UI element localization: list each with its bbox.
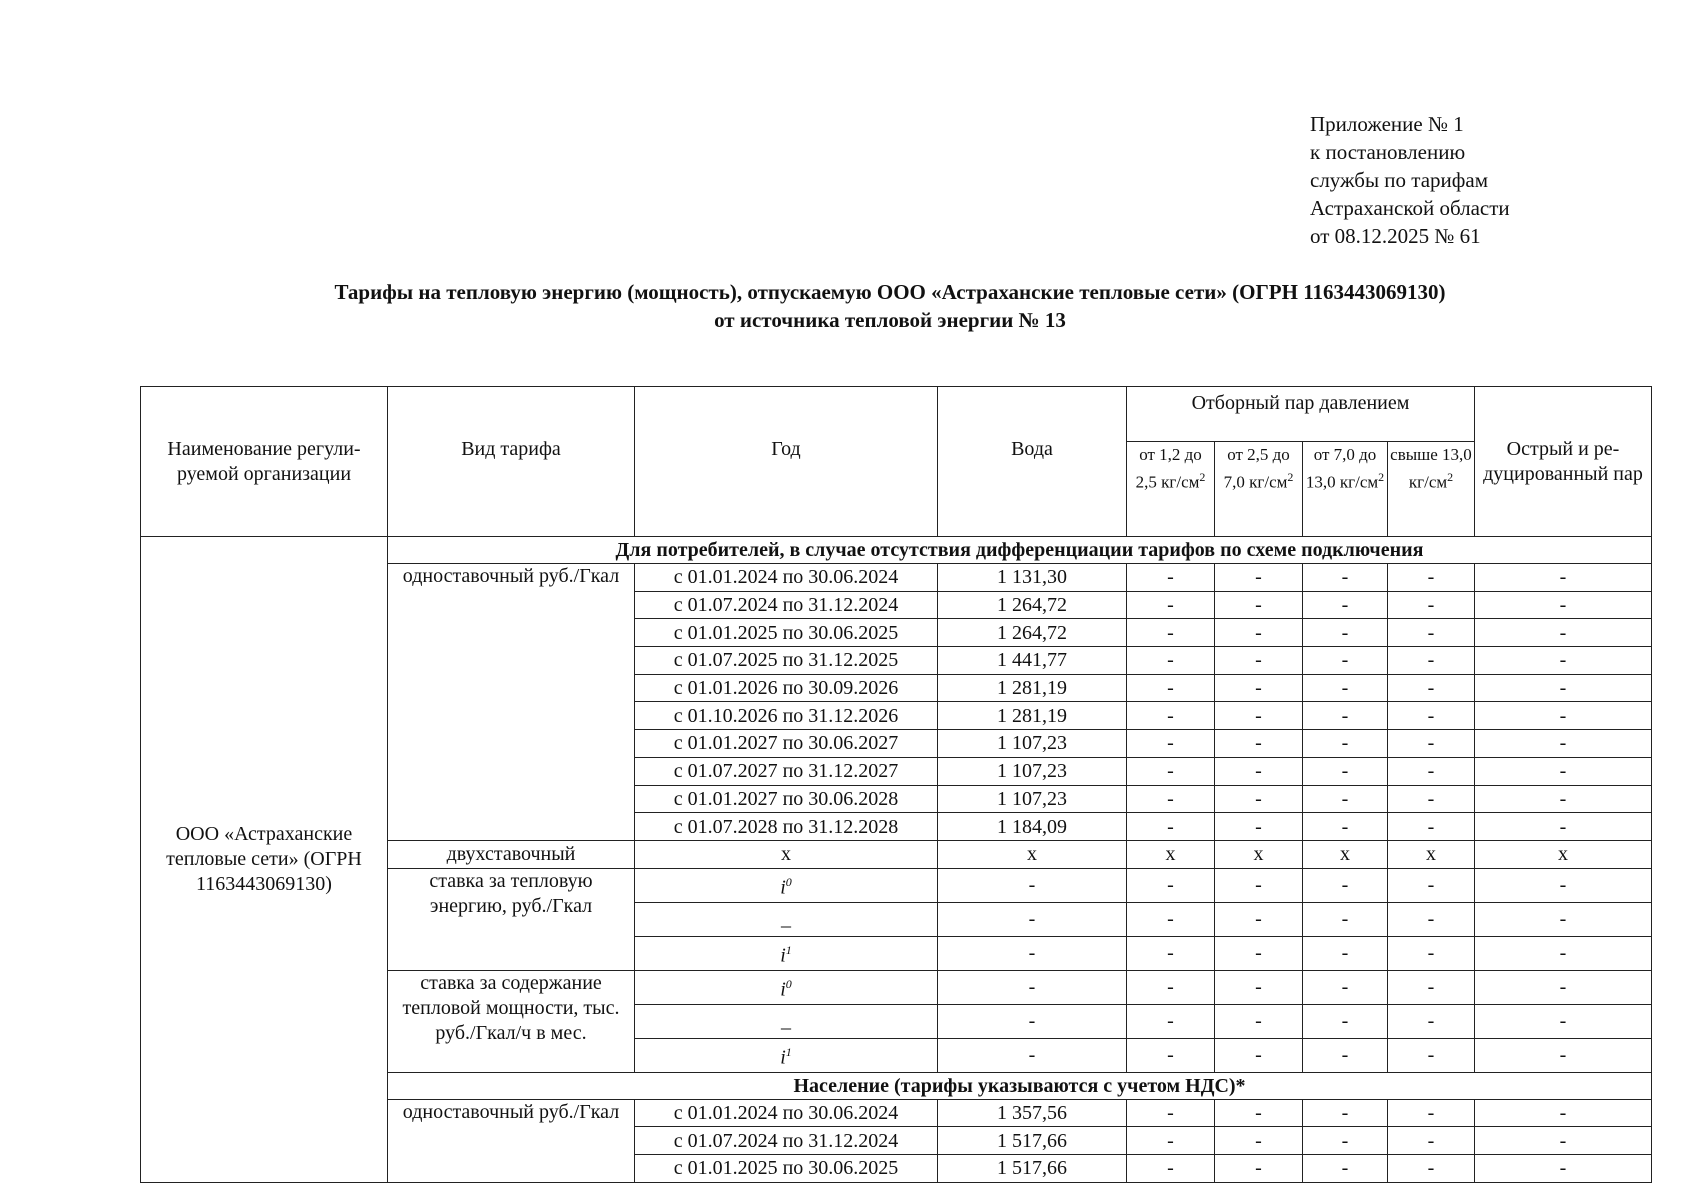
water-value-cell: 1 184,09 xyxy=(938,813,1127,841)
water-value-cell: 1 264,72 xyxy=(938,619,1127,647)
value-cell: - xyxy=(1388,868,1475,902)
header-steam-3: от 7,0 до 13,0 $кг/см^2$ xyxy=(1303,442,1388,537)
header-tariff-type: Вид тарифа xyxy=(388,387,635,537)
value-cell: - xyxy=(1127,970,1215,1004)
value-cell: x xyxy=(1215,840,1303,868)
value-cell: - xyxy=(1127,730,1215,758)
value-cell: - xyxy=(1303,1154,1388,1182)
value-cell: - xyxy=(1127,813,1215,841)
value-cell: - xyxy=(1475,1154,1652,1182)
value-cell: x xyxy=(938,840,1127,868)
tariff-table xyxy=(140,386,1652,1183)
value-cell: - xyxy=(1127,1154,1215,1182)
title-line-1: Тарифы на тепловую энергию (мощность), отпускаемую ООО «Астраханские тепловые сети» (ОГРН 1163443069130) xyxy=(334,280,1446,304)
value-cell: - xyxy=(1127,868,1215,902)
value-cell: - xyxy=(1215,785,1303,813)
value-cell: - xyxy=(1388,647,1475,675)
value-cell: - xyxy=(1303,591,1388,619)
value-cell: - xyxy=(1475,813,1652,841)
value-cell: - xyxy=(1127,902,1215,936)
value-cell: - xyxy=(1303,868,1388,902)
value-cell: - xyxy=(1127,564,1215,592)
water-value-cell: 1 281,19 xyxy=(938,702,1127,730)
value-cell: - xyxy=(1388,1154,1475,1182)
value-cell: - xyxy=(1475,730,1652,758)
value-cell: - xyxy=(1303,674,1388,702)
value-cell: - xyxy=(1388,564,1475,592)
value-cell: - xyxy=(1475,1038,1652,1072)
tariff-type-heat-rate: ставка за тепловую энергию, руб./Гкал xyxy=(388,868,635,970)
value-cell: - xyxy=(1475,902,1652,936)
symbol-letter: i xyxy=(780,876,786,899)
value-cell: - xyxy=(938,936,1127,970)
value-cell: - xyxy=(1127,619,1215,647)
value-cell: - xyxy=(1475,619,1652,647)
value-cell: - xyxy=(1303,1099,1388,1127)
value-cell: - xyxy=(1127,1099,1215,1127)
water-value-cell: 1 107,23 xyxy=(938,785,1127,813)
value-cell: - xyxy=(1215,730,1303,758)
value-cell: - xyxy=(1127,591,1215,619)
value-cell: - xyxy=(1127,936,1215,970)
value-cell: - xyxy=(1303,619,1388,647)
year-cell: с 01.10.2026 по 31.12.2026 xyxy=(635,702,938,730)
water-value-cell: 1 357,56 xyxy=(938,1099,1127,1127)
symbol-cell: _ xyxy=(635,902,938,936)
value-cell: - xyxy=(1215,702,1303,730)
value-cell: - xyxy=(1215,1154,1303,1182)
value-cell: - xyxy=(1303,902,1388,936)
symbol-index: 1 xyxy=(785,943,792,958)
year-cell: с 01.01.2027 по 30.06.2028 xyxy=(635,785,938,813)
value-cell: - xyxy=(1475,1099,1652,1127)
value-cell: - xyxy=(1303,647,1388,675)
appendix-line: службы по тарифам xyxy=(1310,168,1488,192)
value-cell: - xyxy=(1127,1004,1215,1038)
value-cell: - xyxy=(1475,757,1652,785)
value-cell: - xyxy=(1475,936,1652,970)
water-value-cell: 1 107,23 xyxy=(938,730,1127,758)
value-cell: - xyxy=(1303,813,1388,841)
symbol-letter: i xyxy=(780,944,786,967)
water-value-cell: 1 281,19 xyxy=(938,674,1127,702)
value-cell: - xyxy=(1475,1127,1652,1155)
value-cell: - xyxy=(1388,1099,1475,1127)
value-cell: - xyxy=(1215,619,1303,647)
value-cell: - xyxy=(1303,757,1388,785)
symbol-cell xyxy=(635,936,938,970)
value-cell: - xyxy=(1127,674,1215,702)
header-steam-group: Отборный пар давлением xyxy=(1127,387,1475,442)
value-cell: - xyxy=(1215,936,1303,970)
value-cell: - xyxy=(1215,1004,1303,1038)
document-title xyxy=(140,278,1640,334)
section-title: Население (тарифы указываются с учетом НДС)* xyxy=(388,1072,1652,1099)
tariff-type-one-rate-population: одноставочный руб./Гкал xyxy=(388,1099,635,1182)
value-cell: - xyxy=(1215,591,1303,619)
value-cell: - xyxy=(1215,1038,1303,1072)
year-cell: с 01.07.2028 по 31.12.2028 xyxy=(635,813,938,841)
value-cell: - xyxy=(1127,1127,1215,1155)
value-cell: - xyxy=(1475,970,1652,1004)
value-cell: - xyxy=(1475,647,1652,675)
value-cell: - xyxy=(1127,757,1215,785)
value-cell: x xyxy=(1475,840,1652,868)
water-value-cell: 1 441,77 xyxy=(938,647,1127,675)
value-cell: - xyxy=(1475,564,1652,592)
water-value-cell: 1 107,23 xyxy=(938,757,1127,785)
value-cell: - xyxy=(1215,757,1303,785)
year-cell: с 01.01.2025 по 30.06.2025 xyxy=(635,619,938,647)
appendix-line: к постановлению xyxy=(1310,140,1466,164)
year-cell: с 01.07.2025 по 31.12.2025 xyxy=(635,647,938,675)
value-cell: - xyxy=(1303,1004,1388,1038)
water-value-cell: 1 517,66 xyxy=(938,1127,1127,1155)
value-cell: - xyxy=(1388,936,1475,970)
water-value-cell: 1 517,66 xyxy=(938,1154,1127,1182)
value-cell: x xyxy=(635,840,938,868)
value-cell: - xyxy=(1215,902,1303,936)
header-water: Вода xyxy=(938,387,1127,537)
value-cell: - xyxy=(1388,702,1475,730)
value-cell: - xyxy=(1388,730,1475,758)
year-cell: с 01.07.2024 по 31.12.2024 xyxy=(635,1127,938,1155)
value-cell: - xyxy=(1388,619,1475,647)
symbol-cell xyxy=(635,1038,938,1072)
value-cell: - xyxy=(938,868,1127,902)
value-cell: - xyxy=(1303,702,1388,730)
water-value-cell: 1 131,30 xyxy=(938,564,1127,592)
tariff-type-two-rate: двухставочный xyxy=(388,840,635,868)
symbol-index: 0 xyxy=(785,875,792,890)
value-cell: - xyxy=(1215,868,1303,902)
title-line-2: от источника тепловой энергии № 13 xyxy=(714,308,1066,332)
value-cell: - xyxy=(1215,1099,1303,1127)
year-cell: с 01.01.2026 по 30.09.2026 xyxy=(635,674,938,702)
value-cell: - xyxy=(1475,785,1652,813)
appendix-line: Астраханской области xyxy=(1310,196,1510,220)
header-sharp-steam: Острый и ре-дуцированный пар xyxy=(1475,387,1652,537)
value-cell: - xyxy=(1127,647,1215,675)
value-cell: - xyxy=(1475,591,1652,619)
appendix-line: Приложение № 1 xyxy=(1310,112,1464,136)
year-cell: с 01.07.2027 по 31.12.2027 xyxy=(635,757,938,785)
value-cell: x xyxy=(1388,840,1475,868)
header-year: Год xyxy=(635,387,938,537)
symbol-cell xyxy=(635,970,938,1004)
value-cell: - xyxy=(1475,702,1652,730)
value-cell: - xyxy=(1303,1127,1388,1155)
header-steam-4: свыше 13,0 $кг/см^2$ xyxy=(1388,442,1475,537)
value-cell: - xyxy=(1388,1004,1475,1038)
symbol-cell: _ xyxy=(635,1004,938,1038)
value-cell: - xyxy=(1388,902,1475,936)
value-cell: - xyxy=(1215,970,1303,1004)
value-cell: - xyxy=(938,1038,1127,1072)
header-steam-1: от 1,2 до 2,5 $кг/см^2$ xyxy=(1127,442,1215,537)
value-cell: - xyxy=(1127,1038,1215,1072)
org-name-cell: ООО «Астраханские тепловые сети» (ОГРН 1163443069130) xyxy=(141,537,388,1183)
value-cell: - xyxy=(1215,1127,1303,1155)
value-cell: x xyxy=(1127,840,1215,868)
value-cell: - xyxy=(1475,674,1652,702)
section-title: Для потребителей, в случае отсутствия дифференциации тарифов по схеме подключения xyxy=(388,537,1652,564)
value-cell: - xyxy=(1127,702,1215,730)
value-cell: - xyxy=(1388,970,1475,1004)
value-cell: - xyxy=(1303,936,1388,970)
symbol-index: 1 xyxy=(785,1045,792,1060)
year-cell: с 01.01.2024 по 30.06.2024 xyxy=(635,1099,938,1127)
value-cell: - xyxy=(1388,757,1475,785)
value-cell: - xyxy=(1388,1038,1475,1072)
value-cell: - xyxy=(1303,1038,1388,1072)
year-cell: с 01.07.2024 по 31.12.2024 xyxy=(635,591,938,619)
value-cell: - xyxy=(1215,674,1303,702)
value-cell: - xyxy=(1215,647,1303,675)
tariff-type-capacity-rate: ставка за содержание тепловой мощности, тыс. руб./Гкал/ч в мес. xyxy=(388,970,635,1072)
value-cell: - xyxy=(1303,970,1388,1004)
value-cell: - xyxy=(1388,674,1475,702)
appendix-block xyxy=(1310,110,1510,250)
symbol-cell xyxy=(635,868,938,902)
value-cell: - xyxy=(938,902,1127,936)
value-cell: - xyxy=(1215,564,1303,592)
value-cell: - xyxy=(938,1004,1127,1038)
symbol-index: 0 xyxy=(785,977,792,992)
header-steam-2: от 2,5 до 7,0 $кг/см^2$ xyxy=(1215,442,1303,537)
value-cell: - xyxy=(1475,868,1652,902)
year-cell: с 01.01.2025 по 30.06.2025 xyxy=(635,1154,938,1182)
value-cell: - xyxy=(1388,785,1475,813)
value-cell: - xyxy=(1388,1127,1475,1155)
value-cell: - xyxy=(1388,813,1475,841)
value-cell: - xyxy=(1215,813,1303,841)
value-cell: - xyxy=(1303,785,1388,813)
symbol-letter: i xyxy=(780,1046,786,1069)
year-cell: с 01.01.2024 по 30.06.2024 xyxy=(635,564,938,592)
year-cell: с 01.01.2027 по 30.06.2027 xyxy=(635,730,938,758)
value-cell: - xyxy=(1127,785,1215,813)
value-cell: - xyxy=(1303,564,1388,592)
value-cell: - xyxy=(1303,730,1388,758)
value-cell: x xyxy=(1303,840,1388,868)
tariff-type-one-rate: одноставочный руб./Гкал xyxy=(388,564,635,841)
value-cell: - xyxy=(1475,1004,1652,1038)
water-value-cell: 1 264,72 xyxy=(938,591,1127,619)
value-cell: - xyxy=(938,970,1127,1004)
appendix-line: от 08.12.2025 № 61 xyxy=(1310,224,1481,248)
header-org: Наименование регули-руемой организации xyxy=(141,387,388,537)
symbol-letter: i xyxy=(780,978,786,1001)
value-cell: - xyxy=(1388,591,1475,619)
